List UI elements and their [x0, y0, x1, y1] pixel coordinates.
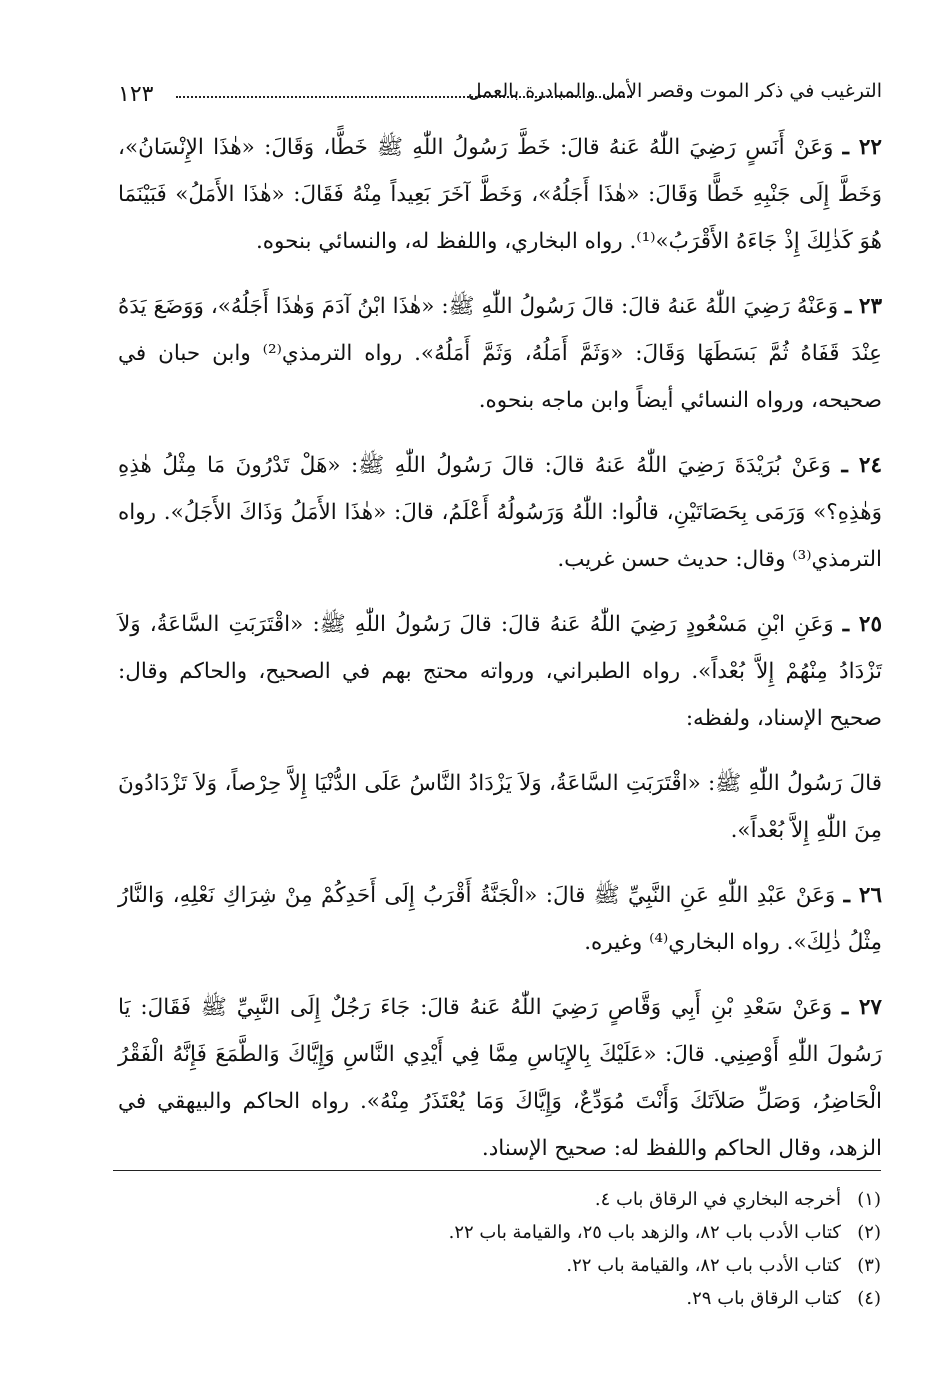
footnotes [121, 1186, 881, 1318]
footnote [121, 1285, 881, 1313]
hadith-text: وَعَنْ بُرَيْدَةَ رَضِيَ اللّٰهُ عَنهُ قالَ: قالَ رَسُولُ اللّٰهِ ﷺ: «هَلْ تَدْرُونَ مَا مِثْلُ هٰذِهِ وَهٰذِهِ؟» وَرَمَى بِحَصَاتَيْنِ، قالُوا: اللّٰهُ وَرَسُولُهُ أَعْلَمُ، قالَ: «هٰذَا الأَمَلُ وَذَاكَ الأَجَلُ». رواه الترمذي⁽³⁾ وقال: حديث حسن غريب. [118, 453, 882, 572]
hadith-text: وَعَنْهُ رَضِيَ اللّٰهُ عَنهُ قالَ: قالَ رَسُولُ اللّٰهِ ﷺ: «هٰذَا ابْنُ آدَمَ وَهٰذَا أَجَلُهُ»، وَوَضَعَ يَدَهُ عِنْدَ قَفَاهُ ثُمَّ بَسَطَهَا وَقَالَ: «وَثَمَّ أَمَلُهُ، وَثَمَّ أَمَلُهُ». رواه الترمذي⁽²⁾ وابن حبان في صحيحه، ورواه النسائي أيضاً وابن ماجه بنحوه. [118, 294, 882, 413]
page [118, 78, 882, 1190]
page-number: ١٢٣ [118, 82, 154, 107]
footnote-number: (١) [857, 1189, 881, 1210]
hadith-paragraph [118, 760, 882, 854]
footnote [121, 1252, 881, 1280]
main-text [118, 124, 882, 1172]
footnote-number: (٣) [857, 1255, 881, 1276]
hadith-text: وَعَنِ ابْنِ مَسْعُودٍ رَضِيَ اللّٰهُ عَنهُ قالَ: قالَ رَسُولُ اللّٰهِ ﷺ: «اقْتَرَبَتِ السَّاعَةُ، وَلاَ تَزْدَادُ مِنْهُمْ إِلاَّ بُعْداً». رواه الطبراني، ورواته محتج بهم في الصحيح، والحاكم وقال: صحيح الإسناد، ولفظه: [118, 612, 882, 731]
hadith-text: وَعَنْ عَبْدِ اللّٰهِ عَنِ النَّبِيِّ ﷺ قالَ: «الْجَنَّةُ أَقْرَبُ إِلَى أَحَدِكُمْ مِنْ شِرَاكِ نَعْلِهِ، وَالنَّارُ مِثْلُ ذٰلِكَ». رواه البخاري⁽⁴⁾ وغيره. [118, 883, 882, 955]
footnote-text: أخرجه البخاري في الرقاق باب ٤. [594, 1189, 841, 1210]
header-title: الترغيب في ذكر الموت وقصر الأمل والمبادرة بالعمل [467, 80, 882, 102]
hadith-number: ٢٣ ـ [845, 294, 882, 319]
hadith-paragraph [118, 601, 882, 742]
footnote-number: (٢) [857, 1222, 881, 1243]
footnote [121, 1219, 881, 1247]
footnote-text: كتاب الأدب باب ٨٢، والقيامة باب ٢٢. [566, 1255, 841, 1276]
hadith-text: قالَ رَسُولُ اللّٰهِ ﷺ: «اقْتَرَبَتِ السَّاعَةُ، وَلاَ يَزْدَادُ النَّاسُ عَلَى الدُّنْيَا إِلاَّ حِرْصاً، وَلاَ تَزْدَادُونَ مِنَ اللّٰهِ إِلاَّ بُعْداً». [118, 771, 882, 843]
hadith-number: ٢٥ ـ [842, 612, 882, 637]
footnote-text: كتاب الرقاق باب ٢٩. [686, 1288, 841, 1309]
hadith-number: ٢٤ ـ [841, 453, 882, 478]
footnote [121, 1186, 881, 1214]
hadith-number: ٢٢ ـ [842, 135, 882, 160]
hadith-paragraph [118, 872, 882, 966]
footnote-number: (٤) [857, 1288, 881, 1309]
running-header [118, 78, 882, 112]
hadith-paragraph [118, 442, 882, 583]
hadith-text: وَعَنْ أَنَسٍ رَضِيَ اللّٰهُ عَنهُ قالَ: خَطَّ رَسُولُ اللّٰهِ ﷺ خَطًّا، وَقَالَ: «هٰذَا الإِنْسَانُ»، وَخَطَّ إِلَى جَنْبِهِ خَطًّا وَقَالَ: «هٰذَا أَجَلُهُ»، وَخَطَّ آخَرَ بَعِيداً مِنْهُ فَقَالَ: «هٰذَا الأَمَلُ» فَبَيْنَمَا هُوَ كَذٰلِكَ إِذْ جَاءَهُ الأَقْرَبُ»⁽¹⁾. رواه البخاري، واللفظ له، والنسائي بنحوه. [118, 135, 882, 254]
footnote-text: كتاب الأدب باب ٨٢، والزهد باب ٢٥، والقيامة باب ٢٢. [448, 1222, 841, 1243]
footnote-separator [113, 1170, 881, 1171]
hadith-paragraph [118, 984, 882, 1172]
hadith-paragraph [118, 283, 882, 424]
hadith-paragraph [118, 124, 882, 265]
hadith-number: ٢٧ ـ [842, 995, 882, 1020]
hadith-number: ٢٦ ـ [843, 883, 882, 908]
hadith-text: وَعَنْ سَعْدِ بْنِ أَبِي وَقَّاصٍ رَضِيَ اللّٰهُ عَنهُ قالَ: جَاءَ رَجُلٌ إِلَى النَّبِيِّ ﷺ فَقَالَ: يَا رَسُولَ اللّٰهِ أَوْصِنِي. قالَ: «عَلَيْكَ بِالإِيَاسِ مِمَّا فِي أَيْدِي النَّاسِ وَإِيَّاكَ وَالطَّمَعَ فَإِنَّهُ الْفَقْرُ الْحَاضِرُ، وَصَلِّ صَلاَتَكَ وَأَنْتَ مُوَدِّعٌ، وَإِيَّاكَ وَمَا يُعْتَذَرُ مِنْهُ». رواه الحاكم والبيهقي في الزهد، وقال الحاكم واللفظ له: صحيح الإسناد. [118, 995, 882, 1161]
